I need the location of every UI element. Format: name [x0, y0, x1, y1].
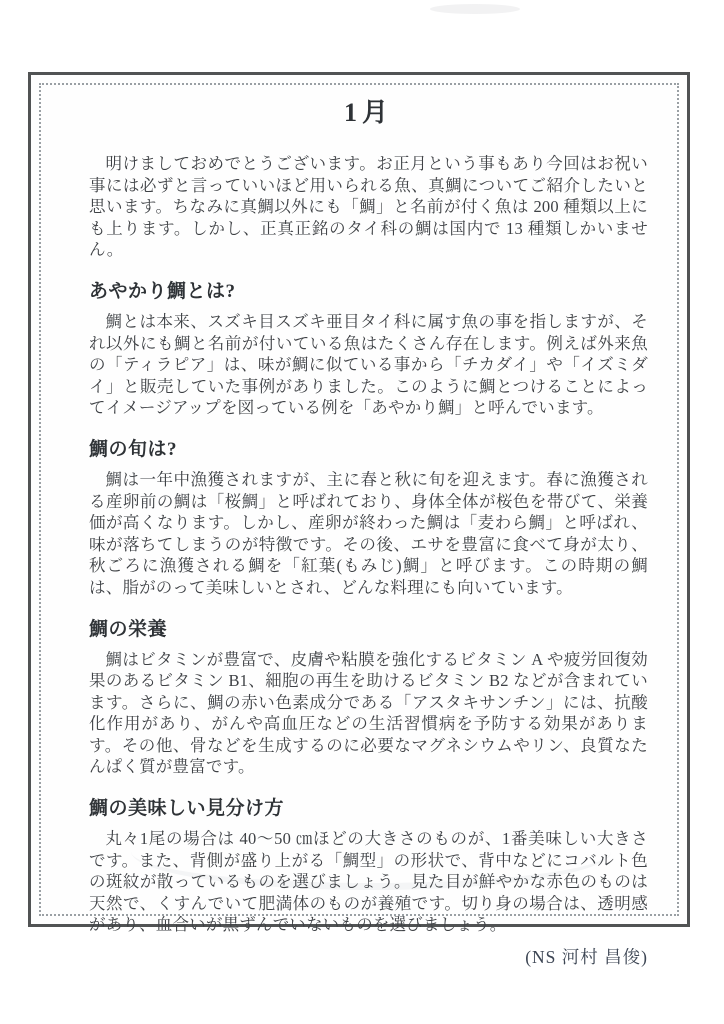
section-heading: 鯛の栄養 — [89, 618, 168, 640]
section-tai-shun — [89, 434, 648, 599]
page-content — [31, 75, 687, 968]
section-heading: 鯛の旬は? — [89, 438, 178, 460]
section-body: 鯛とは本来、スズキ目スズキ亜目タイ科に属す魚の事を指しますが、それ以外にも鯛と名前が付いている魚はたくさん存在します。例えば外来魚の「ティラピア」は、味が鯛に似ている事から「チカダイ」や「イズミダイ」と販売していた事例がありました。このように鯛とつけることによってイメージアップを図っている例を「あやかり鯛」と呼んでいます。 — [89, 311, 648, 418]
author-signature: (NS 河村 昌俊) — [525, 947, 648, 968]
newsletter-page-frame — [28, 72, 690, 968]
section-body: 鯛はビタミンが豊富で、皮膚や粘膜を強化するビタミン A や疲労回復効果のあるビタミン B1、細胞の再生を助けるビタミン B2 などが含まれています。さらに、鯛の赤い色素成分である「アスタキサンチン」には、抗酸化作用があり、がんや高血圧などの生活習慣病を予防する効果があります。その他、骨などを生成するのに必要なマグネシウムやリン、良質なたんぱく質が豊富です。 — [89, 649, 648, 777]
intro-paragraph: 明けましておめでとうございます。お正月という事もあり今回はお祝い事には必ずと言っていいほど用いられる魚、真鯛についてご紹介したいと思います。ちなみに真鯛以外にも「鯛」と名前が付く魚は 200 種類以上にも上ります。しかし、正真正銘のタイ科の鯛は国内で 13 種類しかいません。 — [89, 154, 648, 260]
scan-smudge — [430, 4, 520, 14]
section-heading: 鯛の美味しい見分け方 — [89, 798, 285, 820]
section-body: 丸々1尾の場合は 40〜50 ㎝ほどの大きさのものが、1番美味しい大きさです。また、背側が盛り上がる「鯛型」の形状で、背中などにコバルト色の斑紋が散っているものを選びましょう。見た目が鮮やかな赤色のものは天然で、くすんでいて肥満体のものが養殖です。切り身の場合は、透明感があり、血合いが黒ずんでいないものを選びましょう。 — [89, 829, 648, 935]
section-body: 鯛は一年中漁獲されますが、主に春と秋に旬を迎えます。春に漁獲される産卵前の鯛は「桜鯛」と呼ばれており、身体全体が桜色を帯びて、栄養価が高くなります。しかし、産卵が終わった鯛は「麦わら鯛」と呼ばれ、味が落ちてしまうのが特徴です。その後、エサを豊富に食べて身が太り、秋ごろに漁獲される鯛を「紅葉(もみじ)鯛」と呼びます。この時期の鯛は、脂がのって美味しいとされ、どんな料理にも向いています。 — [89, 469, 648, 597]
section-ayakari-tai — [89, 276, 648, 419]
section-tai-miwakekata — [89, 793, 648, 936]
section-tai-eiyou — [89, 614, 648, 779]
section-heading: あやかり鯛とは? — [89, 280, 236, 302]
page-title: 1月 — [343, 98, 393, 127]
